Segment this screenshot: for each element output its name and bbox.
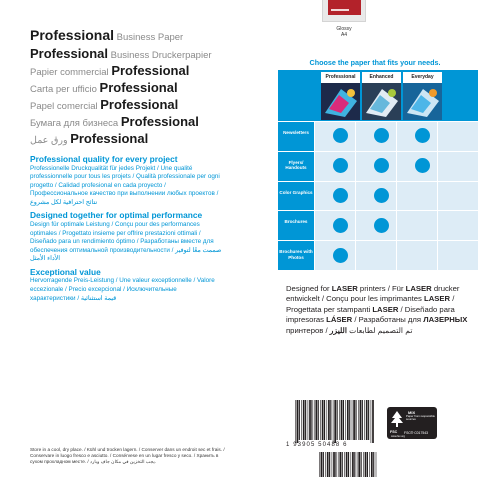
headline-emphasis: Professional <box>100 97 179 112</box>
suitability-dot <box>333 218 348 233</box>
headline-translation: Business Druckerpapier <box>108 50 212 61</box>
fsc-logo <box>387 407 437 439</box>
laser-text: تم التصميم لطابعات <box>347 325 413 335</box>
storage-note: Store in a cool, dry place. / Kühl und trocken lagern. / Conserver dans un endroit sec et frais. / Conservare in luogo fresco e asciutto. / Consérvese en un lugar fresco y seco. / Хранить в сухом прохладном месте. / يجب التخزين في مكان جاف وبارد. <box>30 447 225 464</box>
suitability-dot <box>333 188 348 203</box>
column-divider <box>437 121 438 270</box>
barcode-icon <box>294 400 374 443</box>
chooser-title: Choose the paper that fits your needs. <box>309 58 441 67</box>
suitability-dot <box>333 248 348 263</box>
fsc-sub-label: Paper from responsible sources <box>406 414 435 422</box>
laser-emphasis: LASER <box>372 304 399 314</box>
column-divider <box>355 121 356 270</box>
column-sample-image-enhanced <box>362 83 401 120</box>
feature-title: Designed together for optimal performance <box>30 210 203 221</box>
feature-blocks <box>30 155 222 303</box>
laser-text: / Progettata per stampanti <box>286 294 455 314</box>
feature-title: Professional quality for every project <box>30 154 178 164</box>
finish-text: Glossy <box>336 26 352 32</box>
paper-chooser-table <box>278 70 478 270</box>
column-sample-image-professional <box>321 83 360 120</box>
headline-emphasis: Professional <box>30 46 109 61</box>
fsc-code: FSC® C017543 <box>404 431 428 435</box>
laser-text: drucker entwickelt / Conçu pour les imprimantes <box>286 284 460 304</box>
headline-emphasis: Professional <box>120 114 199 129</box>
headline-translation: ورق عمل <box>30 135 71 146</box>
column-header-professional: Professional <box>321 72 360 83</box>
laser-text: принтеров / <box>286 325 330 335</box>
laser-emphasis: الليزر <box>329 325 348 335</box>
headline-line <box>30 114 300 131</box>
laser-emphasis: LASER <box>424 294 451 304</box>
headline-translation: Business Paper <box>114 32 184 43</box>
barcode-number: 1 93905 50488 6 <box>286 442 348 448</box>
feature-body: Professionelle Druckqualität für jedes Projekt / Une qualité professionnelle pour tous les projets / Qualità professionale per ogni progetto / Calidad profesional en cada proyecto / Профессиональное качество при выполнении любых проектов / نتائج احترافية لكل مشروع <box>30 164 220 206</box>
laser-emphasis: ЛАЗЕРНЫХ <box>423 315 468 325</box>
suitability-dot <box>374 218 389 233</box>
row-divider <box>278 181 478 182</box>
fsc-tree-icon <box>390 410 404 428</box>
laser-compatibility-text <box>286 284 476 336</box>
laser-text: Designed for <box>286 284 332 293</box>
headline-emphasis: Professional <box>111 63 190 78</box>
laser-text: printers / Für <box>357 284 406 293</box>
headline-line <box>30 97 300 114</box>
headline-emphasis: Professional <box>70 131 149 146</box>
headline-translation: Papel comercial <box>30 101 101 112</box>
secondary-barcode-icon <box>318 452 378 480</box>
column-header-enhanced: Enhanced <box>362 72 401 83</box>
row-divider <box>278 121 478 122</box>
headline-block <box>30 27 300 148</box>
product-thumbnail <box>322 0 366 22</box>
laser-text: / Diseñado para impresoras <box>286 304 455 325</box>
fsc-site: www.fsc.org <box>391 434 405 438</box>
column-divider <box>396 121 397 270</box>
headline-emphasis: Professional <box>30 27 115 43</box>
laser-emphasis: LASER <box>331 284 358 293</box>
feature-body: Design für optimale Leistung / Conçu pour des performances optimales / Progettato insieme per offrire prestazioni ottimali / Diseñado para un rendimiento óptimo / Разработаны вместе для обеспечения оптимальной производительности / صممت معًا لتوفير الأداء الأمثل <box>30 220 222 263</box>
size-text: A4 <box>340 32 348 38</box>
row-label: Brochures with Photos <box>279 249 313 260</box>
column-divider <box>314 121 315 270</box>
row-label: Newsletters <box>283 129 309 135</box>
suitability-dot <box>374 188 389 203</box>
headline-line <box>30 27 300 46</box>
laser-emphasis: LASER <box>405 284 432 293</box>
headline-line <box>30 80 300 97</box>
row-divider <box>278 270 478 271</box>
headline-translation: Papier commercial <box>30 67 112 78</box>
laser-emphasis: LÁSER <box>326 315 353 325</box>
feature-title: Exceptional value <box>30 266 101 277</box>
column-header-everyday: Everyday <box>403 72 442 83</box>
finish-label <box>320 26 368 38</box>
row-label: Color Graphics <box>279 189 313 195</box>
row-divider <box>278 210 478 211</box>
row-label: Flyers/ Handouts <box>285 159 307 171</box>
headline-translation: Бумага для бизнеса <box>30 118 121 129</box>
headline-line <box>30 63 300 80</box>
headline-emphasis: Professional <box>99 80 178 95</box>
product-thumbnail-image <box>328 0 361 15</box>
headline-line <box>30 46 300 63</box>
headline-line <box>30 131 300 148</box>
row-label: Brochures <box>284 219 308 225</box>
row-divider <box>278 240 478 241</box>
fsc-label: FSC <box>390 430 398 434</box>
laser-text: / Разработаны для <box>352 315 424 325</box>
column-sample-image-everyday <box>403 83 442 120</box>
headline-translation: Carta per ufficio <box>30 84 100 95</box>
fsc-mix-label: MIX <box>408 410 416 415</box>
feature-body: Hervorragende Preis-Leistung / Une valeur exceptionnelle / Valore eccezionale / Precio excepcional / Исключительные характеристики / قيمة استثنائية <box>30 277 215 302</box>
row-divider <box>278 151 478 152</box>
